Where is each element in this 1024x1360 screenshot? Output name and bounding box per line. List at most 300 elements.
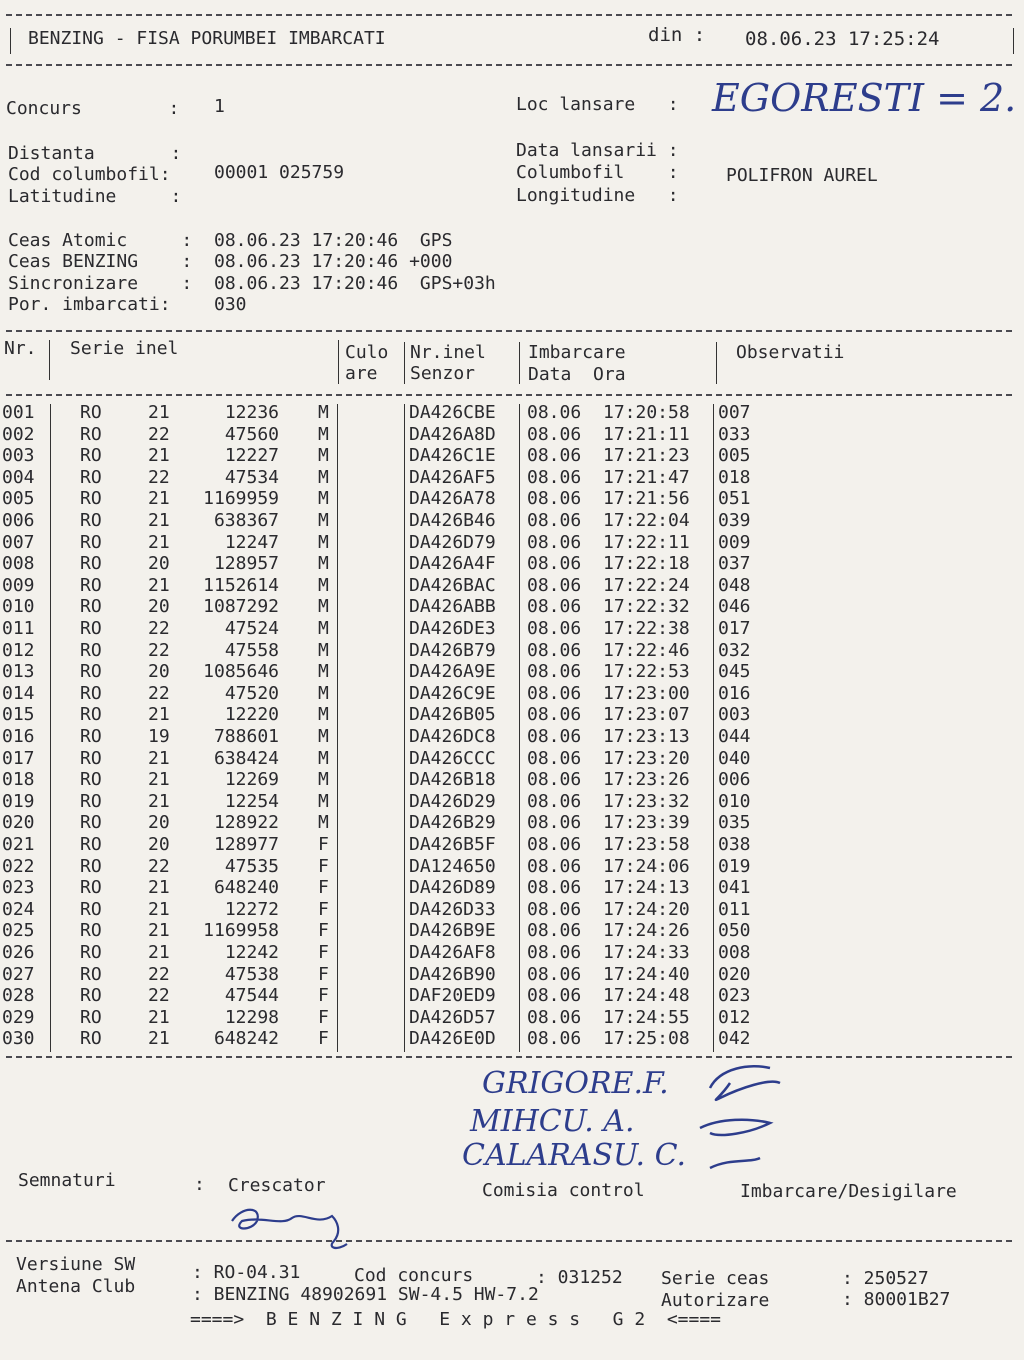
ring-year: 19 [148, 726, 170, 747]
sex: M [318, 488, 329, 510]
row-number: 002 [2, 423, 35, 445]
table-row [0, 748, 1024, 770]
ring-year: 21 [148, 769, 170, 791]
ring-number: 12298 [224, 1006, 279, 1028]
columbofil-label: Columbofil : [516, 162, 679, 183]
ring-year: 20 [148, 661, 170, 683]
ring-year: 20 [148, 834, 170, 855]
ring-number: 47560 [224, 423, 279, 445]
cod-columbofil-label: Cod columbofil: [8, 164, 171, 185]
ring-country: RO [80, 423, 102, 445]
observation: 005 [718, 445, 751, 467]
boarding-time: 17:21:47 [603, 466, 690, 488]
row-number: 008 [2, 553, 35, 575]
row-number: 028 [2, 985, 35, 1007]
ceas-atomic-label: Ceas Atomic : [8, 230, 193, 251]
boarding-date: 08.06 [527, 985, 582, 1007]
autorizare-value: : 80001B27 [842, 1289, 951, 1310]
col-sep-5 [716, 342, 717, 384]
row-number: 019 [2, 790, 35, 812]
table-row [0, 467, 1024, 489]
ring-year: 21 [148, 488, 170, 510]
row-number: 005 [2, 488, 35, 510]
boarding-time: 17:25:08 [603, 1028, 690, 1050]
sensor-id: DA426A8D [409, 423, 496, 445]
col-header-observatii: Observatii [736, 342, 845, 363]
boarding-date: 08.06 [527, 726, 582, 747]
row-number: 009 [2, 574, 35, 596]
row-number: 027 [2, 963, 35, 985]
serie-ceas-value: : 250527 [842, 1268, 929, 1289]
distanta-label: Distanta : [8, 143, 182, 164]
ring-number: 47524 [224, 618, 279, 639]
sensor-id: DA426CBE [409, 402, 496, 423]
autorizare-label: Autorizare [661, 1290, 770, 1311]
ring-year: 21 [148, 704, 170, 726]
ring-number: 47558 [224, 639, 279, 661]
ring-year: 20 [148, 596, 170, 618]
table-row [0, 856, 1024, 878]
row-number: 022 [2, 855, 35, 877]
ring-year: 21 [148, 898, 170, 920]
col-header-culoare-1: Culo [345, 342, 389, 363]
boarding-date: 08.06 [527, 812, 582, 834]
boarding-time: 17:23:26 [603, 769, 690, 791]
ceas-atomic-value: 08.06.23 17:20:46 GPS [214, 230, 453, 251]
table-row [0, 834, 1024, 856]
ring-country: RO [80, 661, 102, 683]
boarding-time: 17:21:11 [603, 423, 690, 445]
ring-country: RO [80, 574, 102, 596]
table-row [0, 402, 1024, 424]
sensor-id: DA426B9E [409, 920, 496, 942]
row-number: 007 [2, 531, 35, 553]
longitudine-label: Longitudine : [516, 185, 679, 206]
table-row [0, 812, 1024, 834]
observation: 033 [718, 423, 751, 445]
table-row [0, 445, 1024, 467]
por-imbarcati-value: 030 [214, 294, 247, 315]
sensor-id: DA426B79 [409, 639, 496, 661]
observation: 038 [718, 834, 751, 855]
sex: M [318, 747, 329, 769]
sex: F [318, 942, 329, 963]
semnaturi-colon: : [194, 1174, 205, 1195]
ring-year: 22 [148, 466, 170, 488]
col-header-nr: Nr. [4, 338, 37, 359]
observation: 008 [718, 942, 751, 963]
boarding-date: 08.06 [527, 402, 582, 423]
boarding-date: 08.06 [527, 466, 582, 488]
table-row [0, 1028, 1024, 1050]
boarding-time: 17:22:53 [603, 661, 690, 683]
ring-country: RO [80, 898, 102, 920]
observation: 011 [718, 898, 751, 920]
boarding-time: 17:20:58 [603, 402, 690, 423]
row-number: 013 [2, 661, 35, 683]
data-lansarii-label: Data lansarii : [516, 140, 679, 161]
observation: 016 [718, 682, 751, 704]
col-header-imbarcare-2: Data Ora [528, 364, 626, 385]
table-row [0, 1007, 1024, 1029]
boarding-date: 08.06 [527, 855, 582, 877]
sensor-id: DA426AF8 [409, 942, 496, 963]
table-row [0, 791, 1024, 813]
boarding-date: 08.06 [527, 682, 582, 704]
sensor-id: DA426ABB [409, 596, 496, 618]
observation: 023 [718, 985, 751, 1007]
sex: F [318, 855, 329, 877]
ring-country: RO [80, 445, 102, 467]
ring-country: RO [80, 531, 102, 553]
ring-year: 21 [148, 510, 170, 531]
observation: 044 [718, 726, 751, 747]
handwritten-signature-1: GRIGORE.F. [482, 1066, 669, 1101]
ring-number: 638424 [213, 747, 279, 769]
boarding-time: 17:21:23 [603, 445, 690, 467]
sensor-id: DA124650 [409, 855, 496, 877]
table-row [0, 942, 1024, 964]
observation: 035 [718, 812, 751, 834]
sensor-id: DA426D57 [409, 1006, 496, 1028]
table-row [0, 424, 1024, 446]
boarding-date: 08.06 [527, 747, 582, 769]
ring-year: 22 [148, 639, 170, 661]
table-row [0, 964, 1024, 986]
boarding-date: 08.06 [527, 639, 582, 661]
ring-number: 12254 [224, 790, 279, 812]
sex: F [318, 920, 329, 942]
ring-year: 21 [148, 747, 170, 769]
boarding-time: 17:24:48 [603, 985, 690, 1007]
sex: M [318, 402, 329, 423]
ring-number: 648240 [213, 877, 279, 899]
sensor-id: DA426B90 [409, 963, 496, 985]
ring-year: 22 [148, 855, 170, 877]
sex: M [318, 639, 329, 661]
serie-ceas-label: Serie ceas [661, 1268, 770, 1289]
observation: 040 [718, 747, 751, 769]
observation: 003 [718, 704, 751, 726]
col-sep-4 [519, 342, 520, 384]
observation: 039 [718, 510, 751, 531]
col-header-imbarcare-1: Imbarcare [528, 342, 626, 363]
observation: 051 [718, 488, 751, 510]
ring-number: 47520 [224, 682, 279, 704]
observation: 032 [718, 639, 751, 661]
table-row [0, 899, 1024, 921]
boarding-date: 08.06 [527, 574, 582, 596]
versiune-sw-label: Versiune SW [16, 1254, 136, 1275]
ring-country: RO [80, 402, 102, 423]
sex: M [318, 726, 329, 747]
row-number: 018 [2, 769, 35, 791]
header-left-bar [10, 28, 11, 54]
ring-year: 22 [148, 423, 170, 445]
ring-number: 47535 [224, 855, 279, 877]
boarding-time: 17:23:32 [603, 790, 690, 812]
row-number: 023 [2, 877, 35, 899]
cod-concurs-label: Cod concurs [354, 1265, 474, 1286]
table-row [0, 510, 1024, 532]
col-header-nr-inel-1: Nr.inel [410, 342, 486, 363]
observation: 045 [718, 661, 751, 683]
sex: M [318, 704, 329, 726]
row-number: 006 [2, 510, 35, 531]
din-label: din : [648, 24, 706, 46]
ring-number: 648242 [213, 1028, 279, 1050]
boarding-time: 17:23:00 [603, 682, 690, 704]
table-row [0, 985, 1024, 1007]
sex: M [318, 661, 329, 683]
row-number: 025 [2, 920, 35, 942]
ring-year: 21 [148, 531, 170, 553]
row-number: 012 [2, 639, 35, 661]
versiune-sw-value: : RO-04.31 [192, 1262, 301, 1283]
observation: 037 [718, 553, 751, 575]
ring-country: RO [80, 855, 102, 877]
sex: F [318, 877, 329, 899]
boarding-date: 08.06 [527, 510, 582, 531]
table-row [0, 769, 1024, 791]
document-title: BENZING - FISA PORUMBEI IMBARCATI [28, 28, 386, 49]
sex: F [318, 1028, 329, 1050]
ring-year: 21 [148, 790, 170, 812]
boarding-date: 08.06 [527, 769, 582, 791]
boarding-date: 08.06 [527, 963, 582, 985]
table-bottom-divider [6, 1056, 1012, 1058]
ring-number: 47538 [224, 963, 279, 985]
ring-country: RO [80, 747, 102, 769]
sensor-id: DA426A78 [409, 488, 496, 510]
boarding-time: 17:23:39 [603, 812, 690, 834]
ring-year: 21 [148, 402, 170, 423]
concurs-label: Concurs : [6, 98, 180, 119]
ring-year: 21 [148, 877, 170, 899]
ring-country: RO [80, 812, 102, 834]
ring-year: 20 [148, 812, 170, 834]
sex: F [318, 834, 329, 855]
boarding-date: 08.06 [527, 661, 582, 683]
col-sep-3 [404, 342, 405, 384]
sex: M [318, 466, 329, 488]
loc-lansare-handwritten: EGORESTI = 2. [712, 76, 1017, 120]
sex: M [318, 445, 329, 467]
table-top-divider [6, 330, 1012, 332]
boarding-date: 08.06 [527, 618, 582, 639]
sensor-id: DA426CCC [409, 747, 496, 769]
loc-lansare-label: Loc lansare : [516, 94, 679, 115]
observation: 050 [718, 920, 751, 942]
crescator-signature-icon [222, 1196, 362, 1256]
ring-country: RO [80, 1006, 102, 1028]
sensor-id: DA426DE3 [409, 618, 496, 639]
boarding-time: 17:22:11 [603, 531, 690, 553]
sensor-id: DA426D89 [409, 877, 496, 899]
boarding-date: 08.06 [527, 488, 582, 510]
cod-columbofil-value: 00001 025759 [214, 162, 345, 183]
ring-number: 1169959 [203, 488, 279, 510]
row-number: 024 [2, 898, 35, 920]
boarding-time: 17:22:32 [603, 596, 690, 618]
concurs-value: 1 [214, 96, 225, 117]
crescator-label: Crescator [228, 1175, 326, 1196]
boarding-time: 17:24:40 [603, 963, 690, 985]
sensor-id: DA426B29 [409, 812, 496, 834]
boarding-date: 08.06 [527, 877, 582, 899]
sex: M [318, 574, 329, 596]
observation: 010 [718, 790, 751, 812]
columbofil-value: POLIFRON AUREL [726, 165, 878, 186]
table-row [0, 488, 1024, 510]
ring-year: 21 [148, 445, 170, 467]
observation: 009 [718, 531, 751, 553]
sex: F [318, 1006, 329, 1028]
table-row [0, 532, 1024, 554]
ring-country: RO [80, 596, 102, 618]
ring-country: RO [80, 769, 102, 791]
sensor-id: DA426B18 [409, 769, 496, 791]
col-header-culoare-2: are [345, 363, 378, 384]
boarding-date: 08.06 [527, 790, 582, 812]
ring-country: RO [80, 963, 102, 985]
sex: M [318, 510, 329, 531]
ring-number: 12227 [224, 445, 279, 467]
boarding-time: 17:24:13 [603, 877, 690, 899]
row-number: 011 [2, 618, 35, 639]
boarding-time: 17:24:20 [603, 898, 690, 920]
boarding-date: 08.06 [527, 531, 582, 553]
row-number: 021 [2, 834, 35, 855]
boarding-date: 08.06 [527, 704, 582, 726]
row-number: 010 [2, 596, 35, 618]
row-number: 014 [2, 682, 35, 704]
sex: F [318, 898, 329, 920]
ring-country: RO [80, 726, 102, 747]
sensor-id: DA426D33 [409, 898, 496, 920]
header-right-bar [1013, 28, 1014, 54]
sex: F [318, 963, 329, 985]
ring-year: 22 [148, 618, 170, 639]
row-number: 001 [2, 402, 35, 423]
imbarcare-desigilare-label: Imbarcare/Desigilare [740, 1181, 957, 1202]
table-row [0, 920, 1024, 942]
semnaturi-label: Semnaturi [18, 1170, 116, 1191]
antena-club-label: Antena Club [16, 1276, 136, 1297]
row-number: 020 [2, 812, 35, 834]
sensor-id: DA426E0D [409, 1028, 496, 1050]
sensor-id: DA426DC8 [409, 726, 496, 747]
observation: 046 [718, 596, 751, 618]
ring-country: RO [80, 834, 102, 855]
footer-divider [6, 1240, 1012, 1242]
signature-scribble-icon [690, 1058, 800, 1178]
sensor-id: DAF20ED9 [409, 985, 496, 1007]
sensor-id: DA426C9E [409, 682, 496, 704]
sensor-id: DA426D29 [409, 790, 496, 812]
ring-year: 21 [148, 574, 170, 596]
ring-number: 128977 [213, 834, 279, 855]
sex: M [318, 790, 329, 812]
sensor-id: DA426B46 [409, 510, 496, 531]
ring-year: 21 [148, 920, 170, 942]
observation: 007 [718, 402, 751, 423]
ring-year: 22 [148, 682, 170, 704]
boarding-time: 17:22:38 [603, 618, 690, 639]
observation: 048 [718, 574, 751, 596]
ring-number: 1152614 [203, 574, 279, 596]
ring-year: 21 [148, 942, 170, 963]
ring-number: 12272 [224, 898, 279, 920]
ring-country: RO [80, 920, 102, 942]
row-number: 026 [2, 942, 35, 963]
handwritten-signature-2: MIHCU. A. [470, 1104, 635, 1139]
ring-country: RO [80, 488, 102, 510]
observation: 019 [718, 855, 751, 877]
ring-number: 128922 [213, 812, 279, 834]
ring-number: 47534 [224, 466, 279, 488]
por-imbarcati-label: Por. imbarcati: [8, 294, 171, 315]
row-number: 017 [2, 747, 35, 769]
boarding-time: 17:23:07 [603, 704, 690, 726]
ring-country: RO [80, 510, 102, 531]
sensor-id: DA426A9E [409, 661, 496, 683]
ring-year: 21 [148, 1006, 170, 1028]
row-number: 004 [2, 466, 35, 488]
table-row [0, 683, 1024, 705]
ring-year: 20 [148, 553, 170, 575]
sensor-id: DA426A4F [409, 553, 496, 575]
table-header-divider [6, 394, 1012, 396]
boarding-date: 08.06 [527, 596, 582, 618]
ring-country: RO [80, 466, 102, 488]
boarding-date: 08.06 [527, 942, 582, 963]
ring-country: RO [80, 553, 102, 575]
row-number: 015 [2, 704, 35, 726]
ring-country: RO [80, 942, 102, 963]
sex: M [318, 553, 329, 575]
sex: M [318, 682, 329, 704]
ring-number: 12247 [224, 531, 279, 553]
brand-line: ====> B E N Z I N G E x p r e s s G 2 <==== [190, 1309, 722, 1330]
boarding-time: 17:23:20 [603, 747, 690, 769]
row-number: 003 [2, 445, 35, 467]
sensor-id: DA426BAC [409, 574, 496, 596]
header-divider [6, 64, 1012, 66]
ring-number: 47544 [224, 985, 279, 1007]
cod-concurs-value: : 031252 [536, 1267, 623, 1288]
boarding-time: 17:24:26 [603, 920, 690, 942]
table-row [0, 726, 1024, 748]
col-sep-2 [338, 340, 339, 384]
boarding-time: 17:22:04 [603, 510, 690, 531]
boarding-date: 08.06 [527, 834, 582, 855]
boarding-time: 17:22:46 [603, 639, 690, 661]
observation: 012 [718, 1006, 751, 1028]
observation: 042 [718, 1028, 751, 1050]
ring-number: 12236 [224, 402, 279, 423]
sex: M [318, 618, 329, 639]
table-row [0, 704, 1024, 726]
ring-number: 12242 [224, 942, 279, 963]
boarding-time: 17:24:33 [603, 942, 690, 963]
sensor-id: DA426B5F [409, 834, 496, 855]
table-row [0, 640, 1024, 662]
ring-number: 1085646 [203, 661, 279, 683]
row-number: 029 [2, 1006, 35, 1028]
ring-country: RO [80, 639, 102, 661]
sex: F [318, 985, 329, 1007]
